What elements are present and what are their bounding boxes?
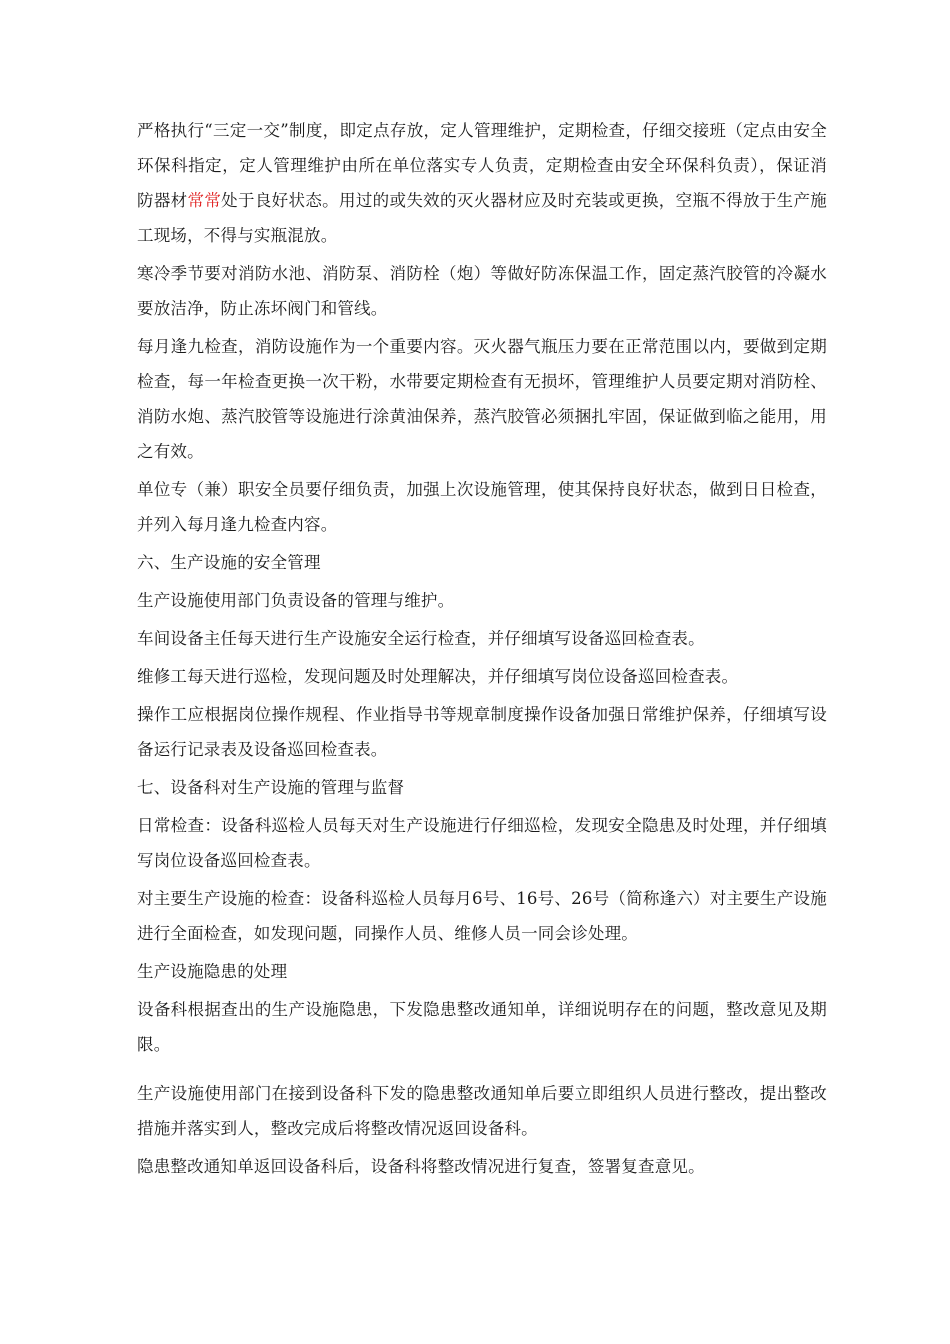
paragraph-monthly-inspection: 每月逢九检查，消防设施作为一个重要内容。灭火器气瓶压力要在正常范围以内，要做到定期检查，每一年检查更换一次干粉，水带要定期检查有无损坏，管理维护人员要定期对消防栓、消防水炮、蒸汽胶管等设施进行涂黄油保养，蒸汽胶管必须捆扎牢固，保证做到临之能用，用之有效。 bbox=[137, 337, 827, 461]
paragraph-safety-officer: 单位专（兼）职安全员要仔细负责，加强上次设施管理，使其保持良好状态，做到日日检查，并列入每月逢九检查内容。 bbox=[137, 480, 827, 534]
document-body bbox=[137, 113, 827, 1184]
paragraph-winter-protection: 寒冷季节要对消防水池、消防泵、消防栓（炮）等做好防冻保温工作，固定蒸汽胶管的冷凝水要放洁净，防止冻坏阀门和管线。 bbox=[137, 264, 827, 318]
paragraph-fire-equipment-rules bbox=[137, 113, 827, 253]
paragraph-rectification: 生产设施使用部门在接到设备科下发的隐患整改通知单后要立即组织人员进行整改，提出整改措施并落实到人，整改完成后将整改情况返回设备科。 bbox=[137, 1084, 827, 1138]
paragraph-main-facility-check: 对主要生产设施的检查：设备科巡检人员每月6号、16号、26号（简称逢六）对主要生产设施进行全面检查，如发现问题，同操作人员、维修人员一同会诊处理。 bbox=[137, 889, 827, 943]
paragraph-daily-check: 日常检查：设备科巡检人员每天对生产设施进行仔细巡检，发现安全隐患及时处理，并仔细填写岗位设备巡回检查表。 bbox=[137, 816, 827, 870]
subheading-hazard-handling: 生产设施隐患的处理 bbox=[137, 962, 288, 981]
paragraph-text: 严格执行“三定一交”制度，即定点存放，定人管理维护，定期检查，仔细交接班（定点由安全环保科指定，定人管理维护由所在单位落实专人负责，定期检查由安全环保科负责），保证消防器材 bbox=[137, 121, 827, 210]
paragraph-department-responsibility: 生产设施使用部门负责设备的管理与维护。 bbox=[137, 591, 455, 610]
paragraph-maintenance-worker: 维修工每天进行巡检，发现问题及时处理解决，并仔细填写岗位设备巡回检查表。 bbox=[137, 667, 739, 686]
paragraph-review: 隐患整改通知单返回设备科后，设备科将整改情况进行复查，签署复查意见。 bbox=[137, 1157, 705, 1176]
paragraph-hazard-notice: 设备科根据查出的生产设施隐患，下发隐患整改通知单，详细说明存在的问题，整改意见及期限。 bbox=[137, 1000, 827, 1054]
highlighted-text: 常常 bbox=[187, 191, 222, 210]
section-heading-7: 七、设备科对生产设施的管理与监督 bbox=[137, 778, 405, 797]
paragraph-operator: 操作工应根据岗位操作规程、作业指导书等规章制度操作设备加强日常维护保养，仔细填写设备运行记录表及设备巡回检查表。 bbox=[137, 705, 827, 759]
section-heading-6: 六、生产设施的安全管理 bbox=[137, 553, 321, 572]
paragraph-workshop-director: 车间设备主任每天进行生产设施安全运行检查，并仔细填写设备巡回检查表。 bbox=[137, 629, 705, 648]
paragraph-text: 处于良好状态。用过的或失效的灭火器材应及时充装或更换，空瓶不得放于生产施工现场，不得与实瓶混放。 bbox=[137, 191, 827, 245]
